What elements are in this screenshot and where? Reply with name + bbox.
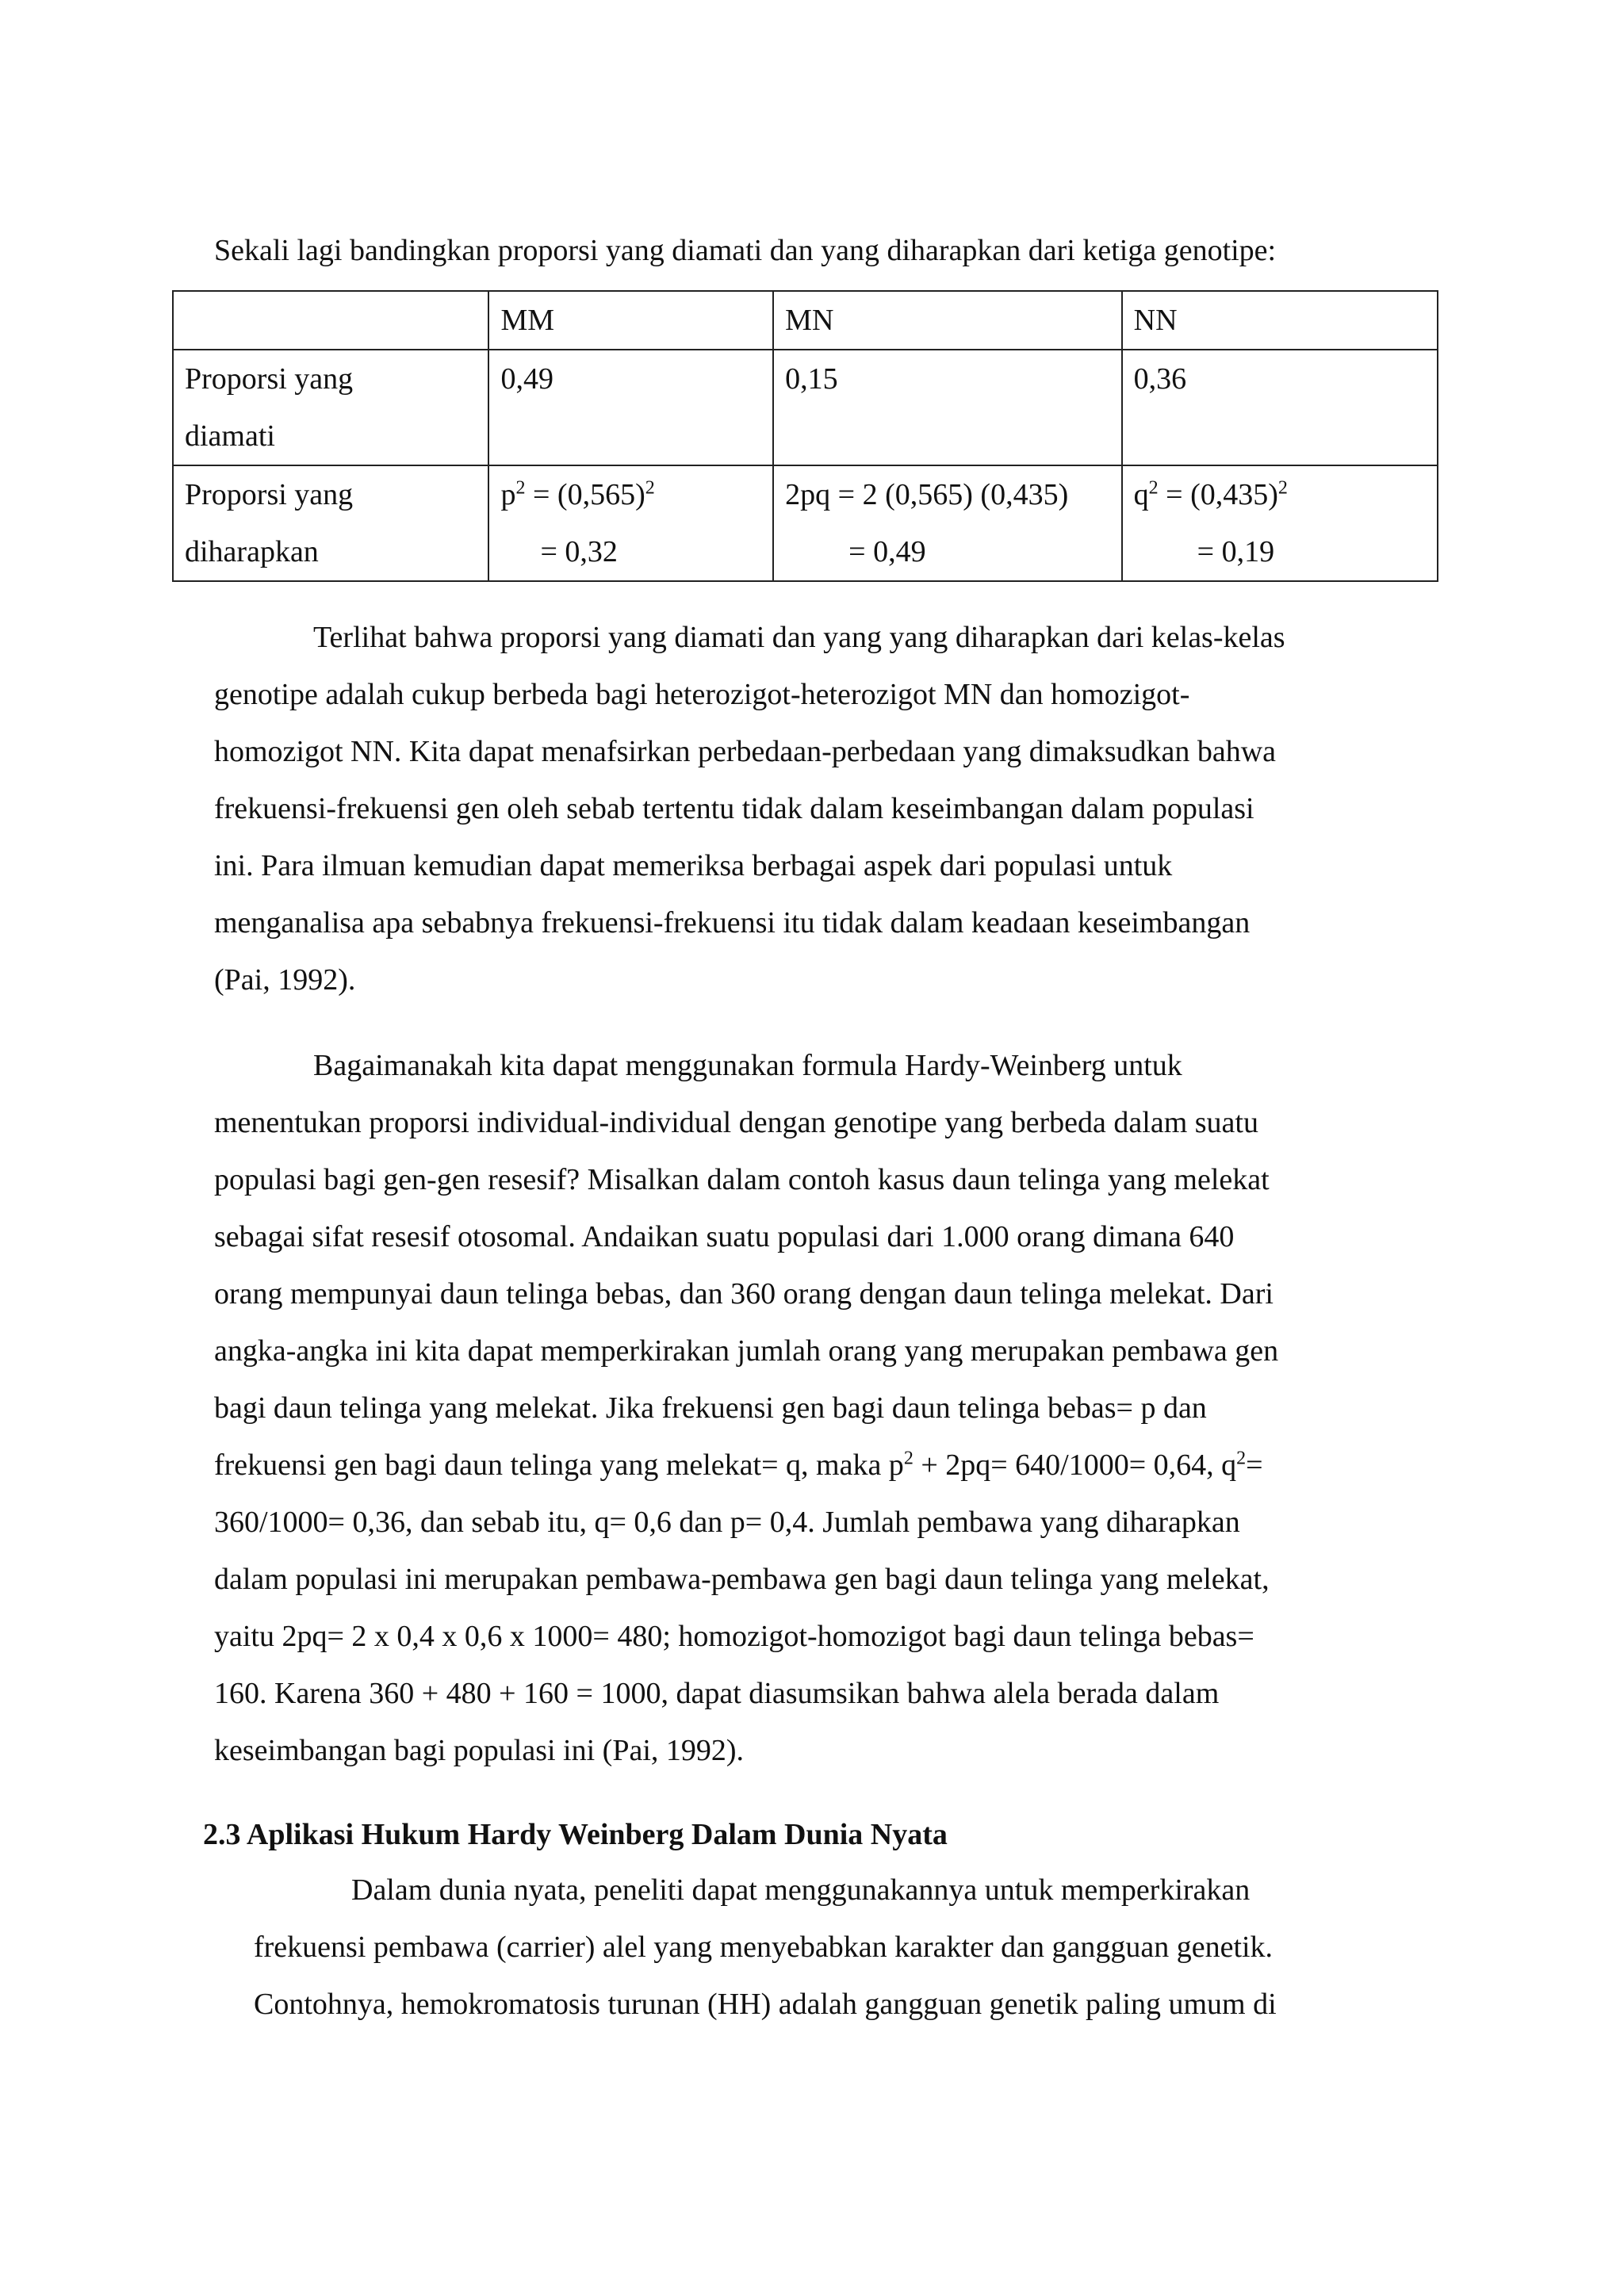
formula-text-c: = bbox=[1246, 1448, 1263, 1482]
paragraph-line: Bagaimanakah kita dapat menggunakan formula Hardy-Weinberg untuk bbox=[313, 1049, 1182, 1082]
table-header-empty bbox=[173, 291, 488, 350]
paragraph-line: sebagai sifat resesif otosomal. Andaikan suatu populasi dari 1.000 orang dimana 640 bbox=[214, 1220, 1235, 1253]
observed-nn-value: 0,36 bbox=[1122, 350, 1438, 465]
paragraph-line: Terlihat bahwa proporsi yang diamati dan yang yang diharapkan dari kelas-kelas bbox=[313, 621, 1285, 654]
expected-mm-cell bbox=[488, 465, 773, 581]
expected-mn-cell bbox=[773, 465, 1121, 581]
expected-mn-result: = 0,49 bbox=[848, 535, 926, 568]
section-heading: 2.3 Aplikasi Hukum Hardy Weinberg Dalam Dunia Nyata bbox=[203, 1818, 948, 1851]
paragraph-line: homozigot NN. Kita dapat menafsirkan perbedaan-perbedaan yang dimaksudkan bahwa bbox=[214, 735, 1277, 768]
genotype-proportion-table bbox=[172, 290, 1438, 582]
expected-mn-formula: 2pq = 2 (0,565) (0,435) bbox=[785, 478, 1069, 511]
table-header-mn: MN bbox=[773, 291, 1121, 350]
paragraph-line: Contohnya, hemokromatosis turunan (HH) adalah gangguan genetik paling umum di bbox=[254, 1988, 1277, 2021]
expected-mm-result: = 0,32 bbox=[540, 535, 618, 568]
paragraph-line: 360/1000= 0,36, dan sebab itu, q= 0,6 dan p= 0,4. Jumlah pembawa yang diharapkan bbox=[214, 1506, 1240, 1539]
mm-formula-rest: = (0,565) bbox=[525, 478, 645, 511]
formula-sup-2: 2 bbox=[1236, 1448, 1247, 1469]
expected-mm-formula bbox=[500, 466, 761, 523]
formula-text-a: frekuensi gen bagi daun telinga yang melekat= q, maka p bbox=[214, 1448, 904, 1482]
paragraph-line: frekuensi pembawa (carrier) alel yang menyebabkan karakter dan gangguan genetik. bbox=[254, 1931, 1274, 1964]
observed-mm-value: 0,49 bbox=[488, 350, 773, 465]
paragraph-line: ini. Para ilmuan kemudian dapat memeriksa berbagai aspek dari populasi untuk bbox=[214, 849, 1173, 882]
paragraph-real-world bbox=[254, 1862, 1277, 2033]
paragraph-line: Dalam dunia nyata, peneliti dapat menggunakannya untuk memperkirakan bbox=[351, 1873, 1251, 1907]
intro-sentence: Sekali lagi bandingkan proporsi yang diamati dan yang diharapkan dari ketiga genotipe: bbox=[214, 234, 1277, 267]
formula-sup-1: 2 bbox=[903, 1448, 914, 1469]
expected-label-line1: Proporsi yang bbox=[185, 478, 354, 511]
paragraph-recessive-genes bbox=[214, 1037, 1396, 1779]
observed-mn-value: 0,15 bbox=[773, 350, 1121, 465]
formula-text-b: + 2pq= 640/1000= 0,64, q bbox=[913, 1448, 1237, 1482]
table-header-mm: MM bbox=[488, 291, 773, 350]
paragraph-formula-line bbox=[214, 1437, 1396, 1494]
nn-formula-base: q bbox=[1133, 478, 1149, 511]
observed-label-line1: Proporsi yang bbox=[185, 362, 354, 396]
expected-nn-result: = 0,19 bbox=[1197, 535, 1275, 568]
paragraph-line: yaitu 2pq= 2 x 0,4 x 0,6 x 1000= 480; homozigot-homozigot bagi daun telinga bebas= bbox=[214, 1620, 1254, 1653]
observed-label-line2: diamati bbox=[185, 419, 275, 453]
paragraph-line: genotipe adalah cukup berbeda bagi heterozigot-heterozigot MN dan homozigot- bbox=[214, 678, 1190, 711]
paragraph-line: orang mempunyai daun telinga bebas, dan 360 orang dengan daun telinga melekat. Dari bbox=[214, 1277, 1274, 1311]
nn-formula-rest: = (0,435) bbox=[1158, 478, 1278, 511]
table-header-row bbox=[173, 291, 1438, 350]
nn-formula-exp: 2 bbox=[1148, 477, 1159, 499]
paragraph-line: 160. Karena 360 + 480 + 160 = 1000, dapat diasumsikan bahwa alela berada dalam bbox=[214, 1677, 1220, 1710]
mm-formula-rest-exp: 2 bbox=[645, 477, 655, 499]
table-row-observed bbox=[173, 350, 1438, 465]
paragraph-line: (Pai, 1992). bbox=[214, 963, 356, 997]
paragraph-line: populasi bagi gen-gen resesif? Misalkan dalam contoh kasus daun telinga yang melekat bbox=[214, 1163, 1270, 1196]
paragraph-line: angka-angka ini kita dapat memperkirakan jumlah orang yang merupakan pembawa gen bbox=[214, 1334, 1279, 1368]
mm-formula-exp: 2 bbox=[515, 477, 526, 499]
paragraph-line: dalam populasi ini merupakan pembawa-pembawa gen bagi daun telinga yang melekat, bbox=[214, 1563, 1270, 1596]
mm-formula-base: p bbox=[500, 478, 516, 511]
paragraph-line: frekuensi-frekuensi gen oleh sebab tertentu tidak dalam keseimbangan dalam populasi bbox=[214, 792, 1254, 825]
paragraph-line: bagi daun telinga yang melekat. Jika frekuensi gen bagi daun telinga bebas= p dan bbox=[214, 1391, 1207, 1425]
expected-nn-cell bbox=[1122, 465, 1438, 581]
paragraph-line: menganalisa apa sebabnya frekuensi-frekuensi itu tidak dalam keadaan keseimbangan bbox=[214, 906, 1251, 939]
paragraph-observed-vs-expected bbox=[214, 609, 1396, 1008]
observed-label-cell bbox=[173, 350, 488, 465]
expected-label-line2: diharapkan bbox=[185, 535, 319, 568]
table-header-nn: NN bbox=[1122, 291, 1438, 350]
table-row-expected bbox=[173, 465, 1438, 581]
expected-label-cell bbox=[173, 465, 488, 581]
paragraph-line: menentukan proporsi individual-individual dengan genotipe yang berbeda dalam suatu bbox=[214, 1106, 1258, 1139]
expected-nn-formula bbox=[1134, 466, 1426, 523]
paragraph-line: keseimbangan bagi populasi ini (Pai, 1992). bbox=[214, 1734, 745, 1767]
nn-formula-rest-exp: 2 bbox=[1277, 477, 1288, 499]
